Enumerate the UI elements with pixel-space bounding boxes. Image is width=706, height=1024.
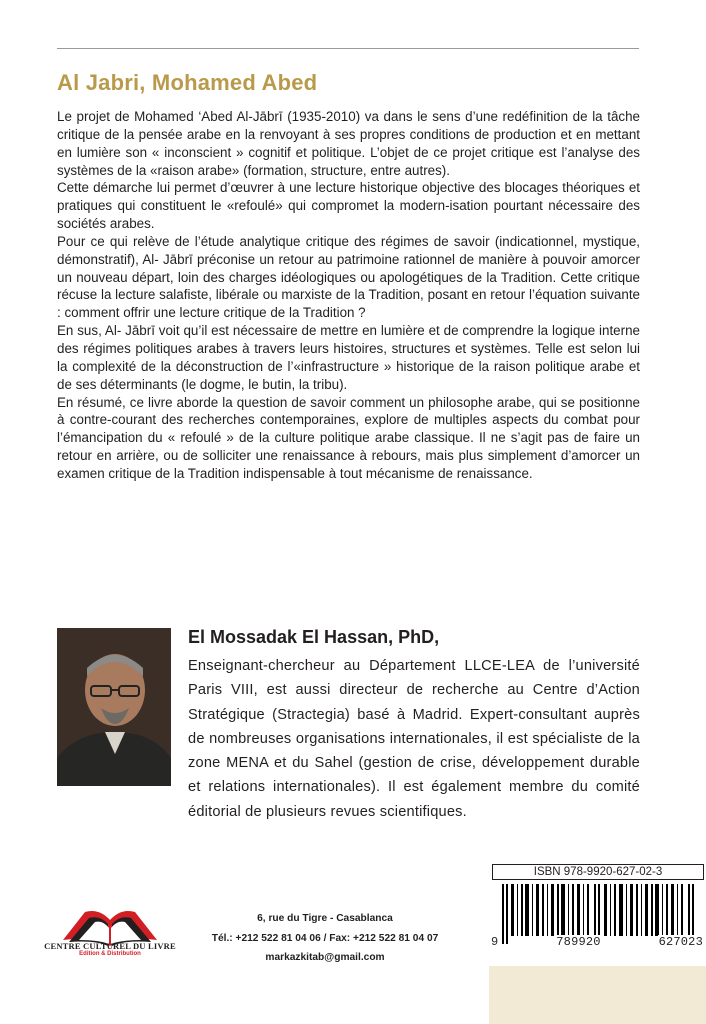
top-divider	[57, 48, 639, 49]
cream-panel	[489, 966, 706, 1024]
publisher-email: markazkitab@gmail.com	[265, 952, 385, 963]
publisher-phone-fax: Tél.: +212 522 81 04 06 / Fax: +212 522 81 04 07	[211, 932, 439, 944]
publisher-contact	[180, 909, 470, 968]
author-bio: Enseignant-chercheur au Département LLCE-LEA de l’université Paris VIII, est aussi directeur de recherche au Centre d’Action Stratégique (Stractegia) basé à Madrid. Expert-consultant auprès de nombreuses organisations internationales, il est spécialiste de la zone MENA et du Sahel (gestion de crise, développement durable et relations internationales). Il est également membre du comité éditorial de plusieurs revues scientifiques.	[188, 658, 640, 820]
author-photo	[57, 628, 171, 786]
book-title: Al Jabri, Mohamed Abed	[57, 70, 318, 95]
author-name: El Mossadak El Hassan, PhD,	[188, 627, 440, 647]
publisher-address: 6, rue du Tigre - Casablanca	[257, 913, 393, 924]
barcode-digit-group: 9	[491, 935, 499, 949]
summary-paragraph: Cette démarche lui permet d’œuvrer à une lecture historique objective des blocages théoriques et pratiques qui constituent le «refoulé» qui compromet la modern-isation pourtant nécessaire des sociétés arabes.	[57, 180, 640, 232]
summary-paragraph: En sus, Al- Jābrī voit qu’il est nécessaire de mettre en lumière et de comprendre la logique interne des régimes politiques arabes à travers leurs histoires, structures et systèmes. Telle est selon lui la complexité de la déconstruction de l’«infrastructure » historique de la raison politique arabe et de ses déterminants (le dogme, le butin, la tribu).	[57, 323, 640, 392]
barcode-digit-group: 627023	[658, 935, 703, 949]
publisher-logo-name: CENTRE CULTUREL DU LIVRE	[44, 941, 176, 951]
summary-paragraph: Le projet de Mohamed ‘Abed Al-Jābrī (1935-2010) va dans le sens d’une redéfinition de la tâche critique de la pensée arabe en la renvoyant à ses propres conditions de production et en mettant en lumière son « inconscient » cognitif et politique. L’objet de ce projet critique est l’analyse des systèmes de la «raison arabe» (formation, structure, entre autres).	[57, 109, 640, 178]
summary-paragraph: Pour ce qui relève de l’étude analytique critique des régimes de savoir (indicationnel, mystique, démonstratif), Al- Jābrī préconise un retour au patrimoine rationnel de manière à pouvoir amorcer un nouveau départ, loin des charges idéologiques ou apologétiques de la Tradition. Cette critique récuse la lecture salafiste, libérale ou marxiste de la Tradition, posant en retour l’équation suivante : comment offrir une lecture critique de la Tradition ?	[57, 233, 640, 321]
isbn-label: ISBN 978-9920-627-02-3	[492, 864, 704, 880]
publisher-logo-subtitle: Edition & Distribution	[79, 951, 141, 957]
barcode-digit-group: 789920	[556, 935, 601, 949]
summary-paragraph: En résumé, ce livre aborde la question de savoir comment un philosophe arabe, qui se positionne à contre-courant des recherches contemporaines, explore de multiples aspects du combat pour l’émancipation du « refoulé » de la culture politique arabe classique. Il ne s’agit pas de faire un retour en arrière, ou de solliciter une renaissance à rebours, mais plus simplement d’amorcer un examen critique de la Tradition indispensable à tout mécanisme de renaissance.	[57, 394, 640, 481]
book-summary	[57, 108, 640, 483]
barcode-digits	[490, 935, 704, 949]
